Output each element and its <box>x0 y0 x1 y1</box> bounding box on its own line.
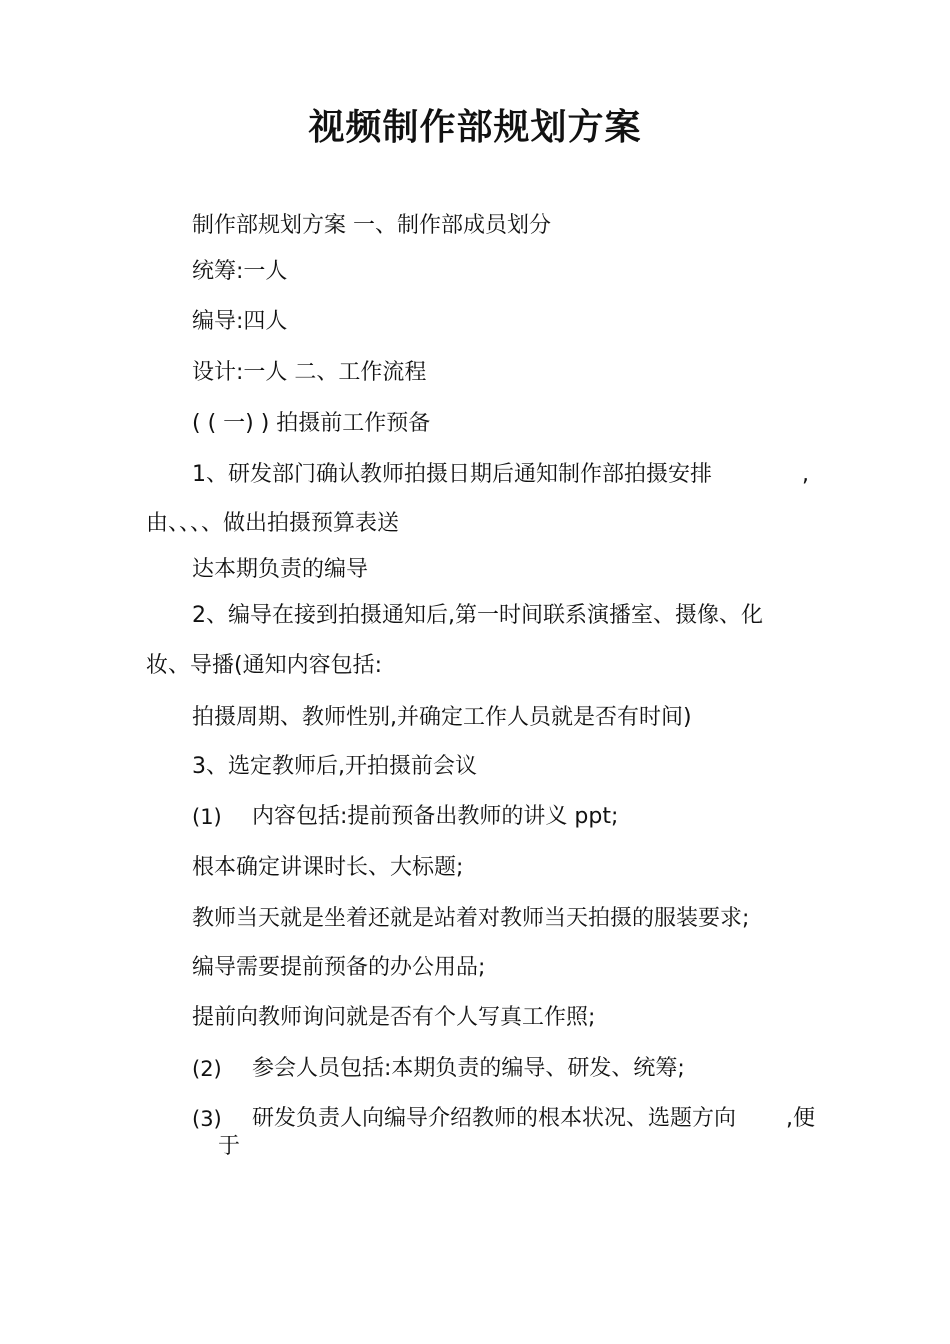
list-item-number: (3) <box>192 1107 222 1131</box>
paragraph-line: 由、、、、做出拍摄预算表送 <box>146 511 400 536</box>
list-item-text-tail: ,便 <box>786 1106 815 1131</box>
list-item-number: (2) <box>192 1057 222 1081</box>
paragraph-line: 教师当天就是坐着还就是站着对教师当天拍摄的服装要求; <box>192 906 750 931</box>
paragraph-line: 设计:一人 二、工作流程 <box>192 360 427 385</box>
paragraph-line: 达本期负责的编导 <box>192 557 369 582</box>
list-item-text: 内容包括:提前预备出教师的讲义 ppt; <box>252 804 619 829</box>
list-item-text: 参会人员包括:本期负责的编导、研发、统筹; <box>252 1056 685 1081</box>
section-heading: ( ( 一) ) 拍摄前工作预备 <box>192 411 431 436</box>
paragraph-line: 拍摄周期、教师性别,并确定工作人员就是否有时间) <box>192 705 692 730</box>
list-item-text: 研发负责人向编导介绍教师的根本状况、选题方向 <box>252 1106 737 1131</box>
paragraph-line: 根本确定讲课时长、大标题; <box>192 855 464 880</box>
paragraph-line: 1、研发部门确认教师拍摄日期后通知制作部拍摄安排 <box>192 462 712 487</box>
paragraph-line-tail: , <box>802 462 809 487</box>
document-title: 视频制作部规划方案 <box>308 107 642 148</box>
paragraph-line: 提前向教师询问就是否有个人写真工作照; <box>192 1005 596 1030</box>
paragraph-line: 编导需要提前预备的办公用品; <box>192 955 486 980</box>
list-item-continuation: 于 <box>218 1134 241 1159</box>
paragraph-line: 3、选定教师后,开拍摄前会议 <box>192 754 477 779</box>
paragraph-line: 制作部规划方案 一、制作部成员划分 <box>192 213 551 238</box>
paragraph-line: 编导:四人 <box>192 309 288 334</box>
paragraph-line: 统筹:一人 <box>192 259 288 284</box>
paragraph-line: 妆、导播(通知内容包括: <box>146 653 382 678</box>
list-item-number: (1) <box>192 805 222 829</box>
paragraph-line: 2、编导在接到拍摄通知后,第一时间联系演播室、摄像、化 <box>192 603 763 628</box>
